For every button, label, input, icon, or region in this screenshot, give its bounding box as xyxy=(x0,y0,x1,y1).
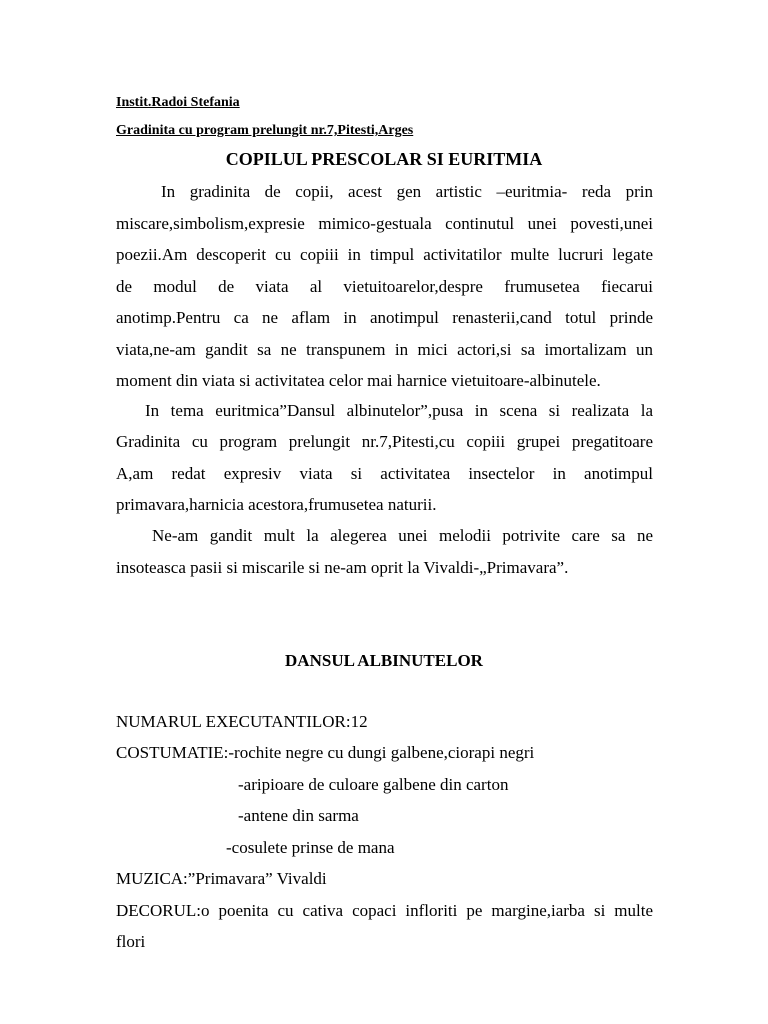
paragraph-line: A,am redat expresiv viata si activitatea insectelor in anotimpul xyxy=(116,464,653,483)
decor-line: flori xyxy=(116,932,146,951)
paragraph-line: miscare,simbolism,expresie mimico-gestuala continutul unei povesti,unei xyxy=(116,214,653,233)
decor-line: DECORUL:o poenita cu cativa copaci infloriti pe margine,iarba si multe xyxy=(116,901,653,920)
paragraph-line: poezii.Am descoperit cu copiii in timpul activitatilor multe lucruri legate xyxy=(116,245,653,264)
paragraph-line: anotimp.Pentru ca ne aflam in anotimpul renasterii,cand totul prinde xyxy=(116,308,653,327)
paragraph-line: Gradinita cu program prelungit nr.7,Pitesti,cu copiii grupei pregatitoare xyxy=(116,432,653,451)
author-line: Instit.Radoi Stefania xyxy=(116,95,240,110)
paragraph-line: Ne-am gandit mult la alegerea unei melodii potrivite care sa ne xyxy=(152,526,653,545)
paragraph-line: de modul de viata al vietuitoarelor,despre frumusetea fiecarui xyxy=(116,277,653,296)
costume-line: -aripioare de culoare galbene din carton xyxy=(238,775,509,794)
paragraph-line: moment din viata si activitatea celor mai harnice vietuitoare-albinutele. xyxy=(116,371,601,390)
paragraph-line: In gradinita de copii, acest gen artistic –euritmia- reda prin xyxy=(161,182,653,201)
performers-count: NUMARUL EXECUTANTILOR:12 xyxy=(116,712,368,731)
music-line: MUZICA:”Primavara” Vivaldi xyxy=(116,869,327,888)
costume-line: -cosulete prinse de mana xyxy=(226,838,395,857)
costume-line: -antene din sarma xyxy=(238,806,359,825)
document-title: COPILUL PRESCOLAR SI EURITMIA xyxy=(225,149,543,169)
institution-line: Gradinita cu program prelungit nr.7,Pitesti,Arges xyxy=(116,123,414,138)
costume-line: COSTUMATIE:-rochite negre cu dungi galbene,ciorapi negri xyxy=(116,743,535,762)
paragraph-line: insoteasca pasii si miscarile si ne-am oprit la Vivaldi-„Primavara”. xyxy=(116,558,569,577)
dance-title: DANSUL ALBINUTELOR xyxy=(285,651,483,670)
paragraph-line: primavara,harnicia acestora,frumusetea naturii. xyxy=(116,495,437,514)
paragraph-line: In tema euritmica”Dansul albinutelor”,pusa in scena si realizata la xyxy=(145,401,653,420)
paragraph-line: viata,ne-am gandit sa ne transpunem in mici actori,si sa imortalizam un xyxy=(116,340,653,359)
